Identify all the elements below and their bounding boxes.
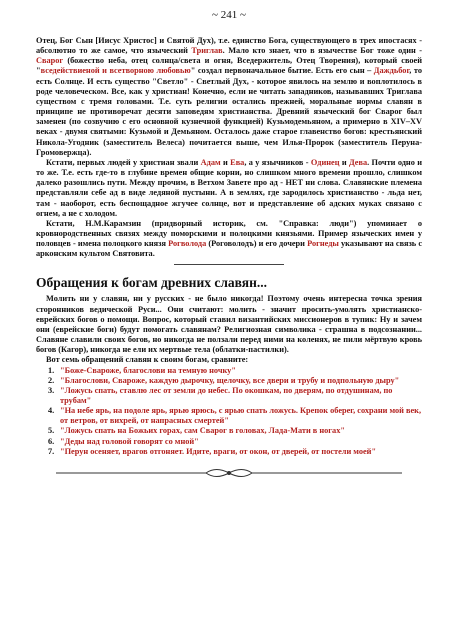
document-page [36,8,422,481]
highlighted-name: Даждьбог [373,66,410,76]
paragraph-first-people [36,158,422,219]
highlighted-name: Триглав [191,46,223,56]
list-item-text: "Боже-Свароже, благослови на темную ночку" [60,365,236,375]
highlighted-name: Одинец [310,157,340,167]
section-divider [174,264,284,265]
highlighted-name: Сварог [36,56,64,66]
list-item-number: 2. [48,375,55,385]
list-item-number: 5. [48,426,55,436]
text-run: Кстати, Н.М.Карамзин (придворный историк, см. "Справка: люди") упоминает о кровнородственных связях между поморскими и полоцкими князьями. Пример языческих имен у половцев - имена полоцкого князя [36,218,422,249]
text-run: " создал первоначальное бытие. Есть его сын – [190,66,374,76]
paragraph-prayer [36,294,422,355]
highlighted-name: Рогнеды [307,239,339,249]
list-item-number: 3. [48,385,55,395]
highlighted-name: вседействиеной и всетворною любовью [40,66,191,76]
text-run: (божество неба, отец солнца/света и огня, Вседержитель, Отец Творения), который своей " [36,56,422,76]
list-item [48,426,422,436]
list-item-number: 7. [48,446,55,456]
paragraph-karamzin [36,219,422,260]
list-item-number: 4. [48,406,55,416]
text-run: Кстати, первых людей у христиан звали [46,157,201,167]
page-number: ~ 241 ~ [212,9,246,21]
section-heading: Обращения к богам древних славян... [36,275,267,291]
list-item [48,386,422,406]
highlighted-name: Рогволода [168,239,207,249]
highlighted-name: Адам [200,157,221,167]
text-run: и [220,157,231,167]
list-intro: Вот семь обращений славян к своим богам, сравните: [46,355,249,365]
end-ornament [36,465,422,481]
invocation-list [48,366,422,457]
list-item [48,406,422,426]
text-run: (Роговолодъ) и его дочери [206,239,308,249]
list-item-text: "Перун осеняет, врагов отгоняет. Идите, враги, от окон, от дверей, от постели моей" [60,446,377,456]
list-item-number: 1. [48,365,55,375]
text-run: . Почти одно и то же. Т.е. есть где-то в глубине времен общие корни, но слишком много времени прошло, слишком далеко разошлись пути. Между прочим, в Ветхом Завете про ад - НЕТ ни слова. Славянские племена представляли себе ад в виде ледяной пустыни. А в землях, где зародилось христианство - льда нет, там - наоборот, есть беспощадное жгучее солнце, вот и представление об адских муках связано с огнем, а не с холодом. [36,157,422,218]
list-item [48,437,422,447]
text-run: Отец, Бог Сын [Иисус Христос] и Святой Дух), т.е. единство Бога, существующего в трех ипостасях - абсолютно то же самое, что языческий [36,36,422,56]
text-run: Молить ни у славян, ни у русских - не было никогда! Поэтому очень интересна точка зрения сторонников ведической Руси... Они считают: молить - значит просить-умолять христианско-еврейских богов о помощи. Вопрос, который ставил византийских миссионеров в тупик: Ну и зачем они (еврейские боги) будут помогать славянам? Религиозная символика - страшна в подсознании... Славяне славили своих богов, но никогда не ползали перед ними на коленях, не пили мёртвую кровь богов (Кагор), никогда не ели их мертвые тела (облатки-пастилки). [36,294,422,355]
text-run: , то есть Солнце. И есть существо "Светло" - Светлый Дух, - которое явилось на землю и воплотилось в роде человеческом. Все, как у христиан! Конечно, если не читать западников, называвших Триглава существом с тремя головами. Т.е. суть религии остались прежней, моральные нормы славян в принципе не противоречат десяти заповедям христианства. Древний языческий бог Сварог был заменен (по созвучию с его основной кузнечной функцией) Кузьмодемьяном, а примерно в XIV–XV веках - двумя святыми: Кузьмой и Демьяном. Осталось даже старое главенство богов: крестьянский Никола-Угодник (заместитель Велеса) почитается выше, чем Илья-Пророк (заместитель Перуна-Громовержца). [36,66,422,157]
text-run: и [339,157,349,167]
text-run: указывают на связь с арконским культом Святовита. [36,239,423,259]
text-run: , а у язычников - [244,157,311,167]
list-item-text: "Благослови, Свароже, каждую дырочку, щелочку, все двери и трубу и подпольную дыру" [60,375,400,385]
highlighted-name: Ева [230,157,245,167]
list-item [48,376,422,386]
highlighted-name: Дева [348,157,368,167]
list-item-text: "Деды над головой говорят со мной" [60,436,199,446]
paragraph-trinity [36,36,422,158]
list-item-text: "На небе ярь, на подоле ярь, ярью ярюсь, с ярью спать ложусь. Крепок оберег, сохрани мой век, от ветров, от вихрей, от напрасных смертей" [60,406,422,426]
text-run: . Мало кто знает, что в язычестве Бог тоже один - [222,46,422,56]
list-item-text: "Ложусь спать на Божьих горах, сам Сварог в головах, Лада-Мати в ногах" [60,426,345,436]
list-item [48,366,422,376]
list-item-text: "Ложусь спать, ставлю лес от земли до небес. По окошкам, по дверям, по отдушинам, по трубам" [60,385,393,405]
list-item-number: 6. [48,436,55,446]
list-item [48,447,422,457]
